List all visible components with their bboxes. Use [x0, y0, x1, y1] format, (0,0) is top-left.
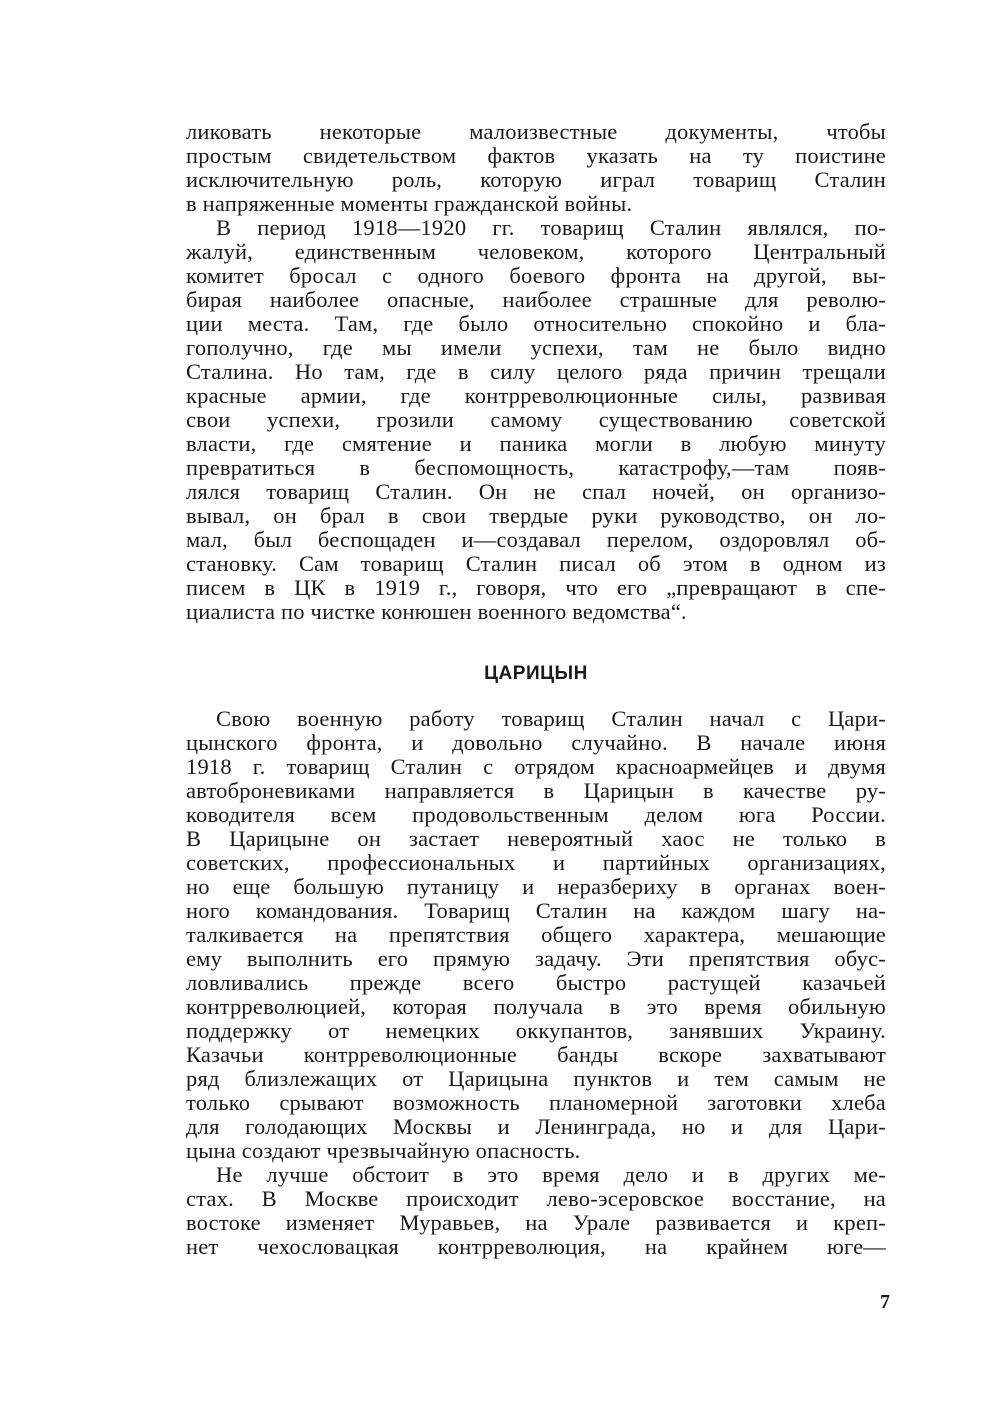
text-line: автоброневиками направляется в Царицын в качестве ру- — [186, 778, 886, 803]
text-line: ликовать некоторые малоизвестные документы, чтобы — [186, 119, 886, 144]
text-line: поддержку от немецких оккупантов, занявших Украину. — [186, 1018, 886, 1043]
text-line: власти, где смятение и паника могли в любую минуту — [186, 431, 886, 456]
text-line: красные армии, где контрреволюционные силы, развивая — [186, 383, 886, 408]
text-line: исключительную роль, которую играл товарищ Сталин — [186, 167, 886, 192]
text-line: востоке изменяет Муравьев, на Урале развивается и креп- — [186, 1210, 886, 1235]
text-line: свои успехи, грозили самому существованию советской — [186, 407, 886, 432]
text-line: стах. В Москве происходит лево-эсеровское восстание, на — [186, 1186, 886, 1211]
text-line: Свою военную работу товарищ Сталин начал с Цари- — [216, 706, 886, 731]
text-line: В период 1918—1920 гг. товарищ Сталин являлся, по- — [216, 215, 886, 240]
text-line: ководителя всем продовольственным делом юга России. — [186, 802, 886, 827]
text-line: комитет бросал с одного боевого фронта на другой, вы- — [186, 263, 886, 288]
text-line: цына создают чрезвычайную опасность. — [186, 1138, 581, 1163]
section-heading: ЦАРИЦЫН — [484, 663, 588, 684]
text-line: циалиста по чистке конюшен военного ведомства“. — [186, 599, 687, 624]
text-line: Казачьи контрреволюционные банды вскоре захватывают — [186, 1042, 886, 1067]
text-line: простым свидетельством фактов указать на ту поистине — [186, 143, 886, 168]
text-line: ного командования. Товарищ Сталин на каждом шагу на- — [186, 898, 886, 923]
text-line: лялся товарищ Сталин. Он не спал ночей, он организо- — [186, 479, 886, 504]
text-line: писем в ЦК в 1919 г., говоря, что его „превращают в спе- — [186, 575, 886, 600]
text-line: 1918 г. товарищ Сталин с отрядом красноармейцев и двумя — [186, 754, 886, 779]
text-line: Сталина. Но там, где в силу целого ряда причин трещали — [186, 359, 886, 384]
page-number: 7 — [880, 1291, 890, 1313]
text-line: цынского фронта, и довольно случайно. В начале июня — [186, 730, 886, 755]
text-line: нет чехословацкая контрреволюция, на крайнем юге— — [186, 1234, 886, 1259]
text-line: мал, был беспощаден и—создавал перелом, оздоровлял об- — [186, 527, 886, 552]
text-line: становку. Сам товарищ Сталин писал об этом в одном из — [186, 551, 886, 576]
text-line: вывал, он брал в свои твердые руки руководство, он ло- — [186, 503, 886, 528]
text-line: для голодающих Москвы и Ленинграда, но и для Цари- — [186, 1114, 886, 1139]
text-line: ловливались прежде всего быстро растущей казачьей — [186, 970, 886, 995]
text-line: контрреволюцией, которая получала в это время обильную — [186, 994, 886, 1019]
text-line: жалуй, единственным человеком, которого Центральный — [186, 239, 886, 264]
text-line: ряд близлежащих от Царицына пунктов и тем самым не — [186, 1066, 886, 1091]
text-line: В Царицыне он застает невероятный хаос не только в — [186, 826, 886, 851]
text-line: но еще большую путаницу и неразбериху в органах воен- — [186, 874, 886, 899]
text-line: в напряженные моменты гражданской войны. — [186, 191, 633, 216]
text-line: талкивается на препятствия общего характера, мешающие — [186, 922, 886, 947]
text-line: ему выполнить его прямую задачу. Эти препятствия обус- — [186, 946, 886, 971]
text-line: советских, профессиональных и партийных организациях, — [186, 850, 886, 875]
text-line: бирая наиболее опасные, наиболее страшные для револю- — [186, 287, 886, 312]
text-line: ции места. Там, где было относительно спокойно и бла- — [186, 311, 886, 336]
text-line: гополучно, где мы имели успехи, там не было видно — [186, 335, 886, 360]
text-line: превратиться в беспомощность, катастрофу,—там появ- — [186, 455, 886, 480]
text-line: Не лучше обстоит в это время дело и в других ме- — [216, 1162, 886, 1187]
text-line: только срывают возможность планомерной заготовки хлеба — [186, 1090, 886, 1115]
